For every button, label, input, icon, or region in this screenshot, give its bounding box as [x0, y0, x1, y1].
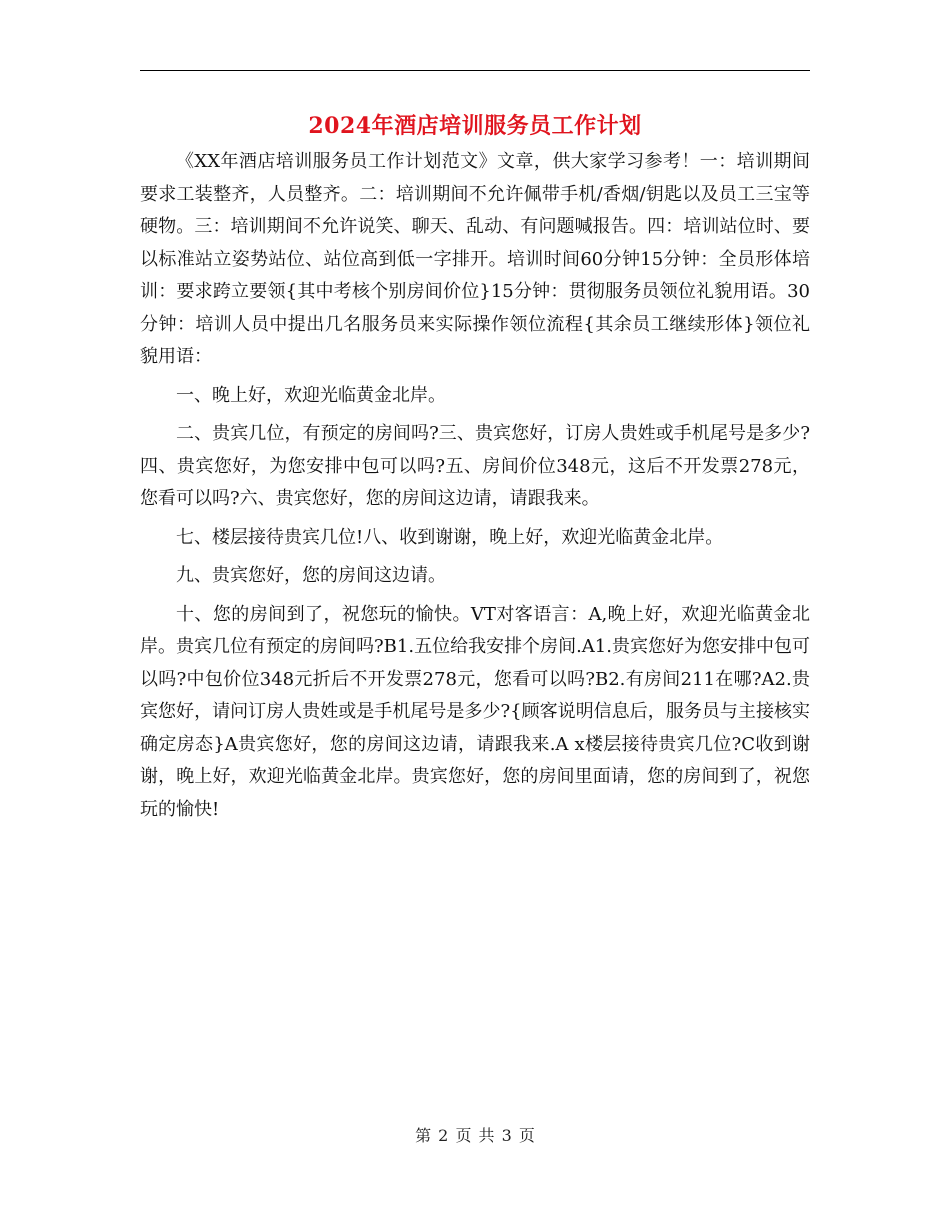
paragraph-items-2-6: 二、贵宾几位，有预定的房间吗?三、贵宾您好，订房人贵姓或手机尾号是多少?四、贵宾您好，为您安排中包可以吗?五、房间价位348元，这后不开发票278元，您看可以吗?六、贵宾您好，您的房间这边请，请跟我来。	[140, 423, 810, 509]
paragraph-intro: 《XX年酒店培训服务员工作计划范文》文章，供大家学习参考！一：培训期间要求工装整齐，人员整齐。二：培训期间不允许佩带手机/香烟/钥匙以及员工三宝等硬物。三：培训期间不允许说笑、聊天、乱动、有问题喊报告。四：培训站位时、要以标准站立姿势站位、站位高到低一字排开。培训时间60分钟15分钟：全员形体培训：要求跨立要领{其中考核个别房间价位}15分钟：贯彻服务员领位礼貌用语。30分钟：培训人员中提出几名服务员来实际操作领位流程{其余员工继续形体}领位礼貌用语：	[140, 151, 810, 367]
document-title: 2024年酒店培训服务员工作计划	[308, 113, 642, 139]
paragraph-items-7-8: 七、楼层接待贵宾几位!八、收到谢谢，晚上好，欢迎光临黄金北岸。	[176, 526, 724, 548]
document-body	[140, 146, 810, 826]
paragraph-item-10-dialogue: 十、您的房间到了，祝您玩的愉快。VT对客语言：A,晚上好，欢迎光临黄金北岸。贵宾几位有预定的房间吗?B1.五位给我安排个房间.A1.贵宾您好为您安排中包可以吗?中包价位348元折后不开发票278元，您看可以吗?B2.有房间211在哪?A2.贵宾您好，请问订房人贵姓或是手机尾号是多少?{顾客说明信息后，服务员与主接核实确定房态}A贵宾您好，您的房间这边请，请跟我来.A x楼层接待贵宾几位?C收到谢谢，晚上好，欢迎光临黄金北岸。贵宾您好，您的房间里面请，您的房间到了，祝您玩的愉快!	[140, 603, 810, 820]
paragraph-item-1: 一、晚上好，欢迎光临黄金北岸。	[176, 384, 446, 406]
paragraph-item-9: 九、贵宾您好，您的房间这边请。	[176, 565, 446, 586]
header-rule	[140, 70, 810, 71]
page-number-footer: 第 2 页 共 3 页	[415, 1126, 535, 1145]
